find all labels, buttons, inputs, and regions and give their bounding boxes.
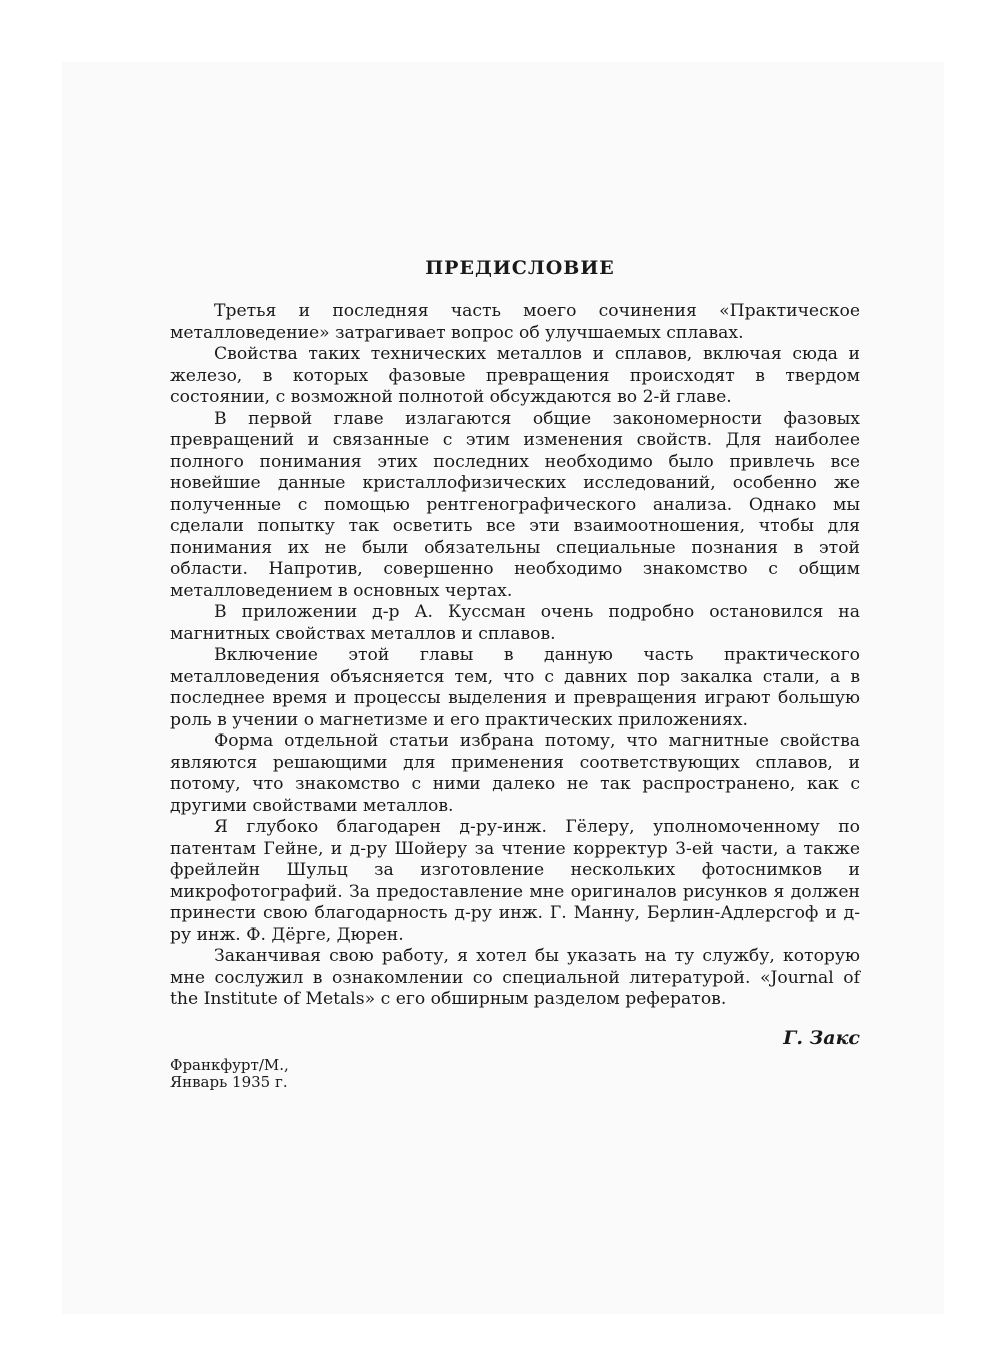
paragraph: Я глубоко благодарен д-ру-инж. Гёлеру, уполномоченному по патентам Гейне, и д-ру Шойеру за чтение корректур 3-ей части, а также фрейлейн Шульц за изготовление нескольких фотоснимков и микрофотографий. За предоставление мне оригиналов рисунков я должен принести свою благодарность д-ру инж. Г. Манну, Берлин-Адлерсгоф и д-ру инж. Ф. Дёрге, Дюрен. (170, 817, 860, 945)
page-sheet (62, 62, 944, 1314)
place-date-block (170, 1057, 860, 1091)
page-title: ПРЕДИСЛОВИЕ (425, 257, 615, 279)
place-line: Франкфурт/М., (170, 1055, 289, 1074)
paragraph: Заканчивая свою работу, я хотел бы указать на ту службу, которую мне сослужил в ознакомлении со специальной литературой. «Journal of the Institute of Metals» с его обширным разделом рефератов. (170, 946, 860, 1009)
paragraph: В приложении д-р А. Куссман очень подробно остановился на магнитных свойствах металлов и сплавов. (170, 602, 860, 644)
author-signature: Г. Закс (783, 1026, 860, 1049)
paragraph: Третья и последняя часть моего сочинения «Практическое металловедение» затрагивает вопрос об улучшаемых сплавах. (170, 301, 860, 343)
paragraph: Свойства таких технических металлов и сплавов, включая сюда и железо, в которых фазовые превращения происходят в твердом состоянии, с возможной полнотой обсуждаются во 2-й главе. (170, 344, 860, 407)
paragraph: В первой главе излагаются общие закономерности фазовых превращений и связанные с этим изменения свойств. Для наиболее полного понимания этих последних необходимо было привлечь все новейшие данные кристаллофизических исследований, особенно же полученные с помощью рентгенографического анализа. Однако мы сделали попытку так осветить все эти взаимоотношения, чтобы для понимания их не были обязательны специальные познания в этой области. Напротив, совершенно необходимо знакомство с общим металловедением в основных чертах. (170, 408, 860, 601)
paragraph: Включение этой главы в данную часть практического металловедения объясняется тем, что с давних пор закалка стали, а в последнее время и процессы выделения и превращения играют большую роль в учении о магнетизме и его практических приложениях. (170, 645, 860, 730)
date-line: Январь 1935 г. (170, 1072, 288, 1091)
preface-content (170, 257, 860, 1091)
paragraph: Форма отдельной статьи избрана потому, что магнитные свойства являются решающими для применения соответствующих сплавов, и потому, что знакомство с ними далеко не так распространено, как с другими свойствами металлов. (170, 731, 860, 816)
